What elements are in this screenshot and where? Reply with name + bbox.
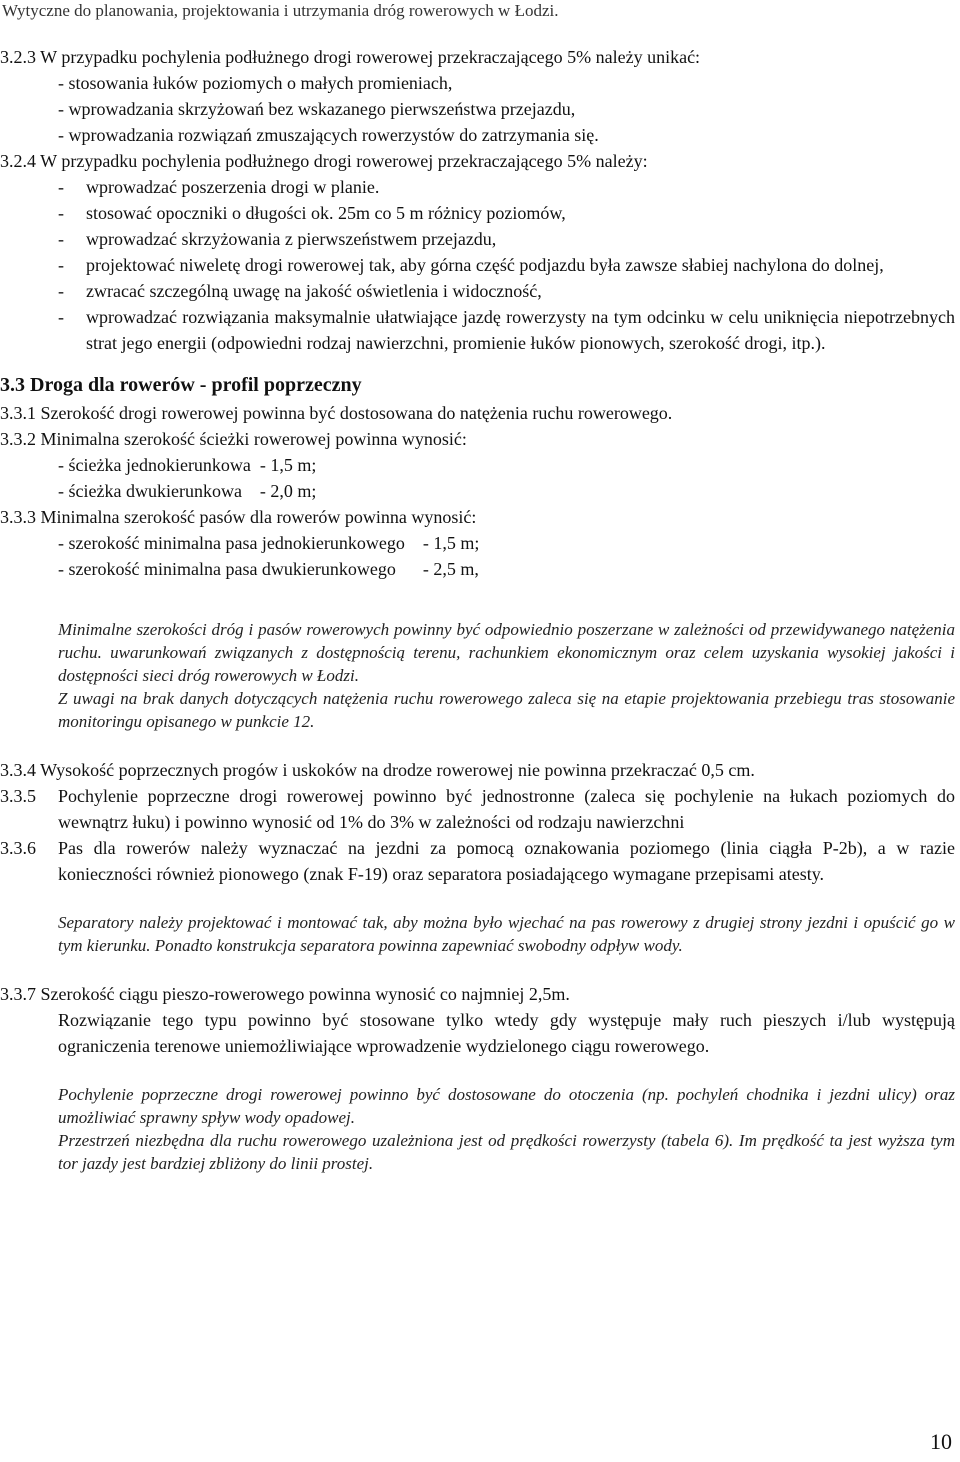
list-item-text: projektować niweletę drogi rowerowej tak, aby górna część podjazdu była zawsze słabiej nachylona do dolnej, [86, 255, 884, 275]
list-item [58, 252, 955, 278]
list-dash: - [58, 255, 64, 275]
list-item: - wprowadzania rozwiązań zmuszających rowerzystów do zatrzymania się. [58, 125, 599, 145]
list-item: - stosowania łuków poziomych o małych promieniach, [58, 73, 453, 93]
running-header: Wytyczne do planowania, projektowania i utrzymania dróg rowerowych w Łodzi. [2, 1, 559, 20]
paragraph-3-3-6 [0, 835, 955, 887]
list-item [58, 226, 955, 252]
italic-note: Minimalne szerokości dróg i pasów rowerowych powinny być odpowiednio poszerzane w zależności od przewidywanego natężenia ruchu. uwarunkowań związanych z dostępnością terenu, rachunkiem ekonomicznym oraz celem uzyskania wysokiej jakości i dostępności sieci dróg rowerowych w Łodzi. [58, 620, 955, 685]
list-dash: - [58, 203, 64, 223]
list-item: - szerokość minimalna pasa dwukierunkowego - 2,5 m, [58, 559, 479, 579]
document-body [0, 44, 955, 1175]
paragraph-3-3-4: 3.3.4 Wysokość poprzecznych progów i uskoków na drodze rowerowej nie powinna przekraczać 0,5 cm. [0, 760, 755, 780]
paragraph-text: Pas dla rowerów należy wyznaczać na jezdni za pomocą oznakowania poziomego (linia ciągła P-2b), a w razie konieczności również pionowego (znak F-19) oraz separatora posiadającego wymagane przepisami atesty. [58, 838, 955, 884]
list-item-text: wprowadzać rozwiązania maksymalnie ułatwiające jazdę rowerzysty na tym odcinku w celu uniknięcia niepotrzebnych strat jego energii (odpowiedni rodzaj nawierzchni, promienie łuków pionowych, szerokość drogi, itp.). [86, 307, 955, 353]
paragraph-number: 3.3.5 [0, 786, 36, 806]
list-item: - szerokość minimalna pasa jednokierunkowego - 1,5 m; [58, 533, 480, 553]
list-item [58, 174, 955, 200]
page-number: 10 [930, 1429, 952, 1454]
section-heading: 3.3 Droga dla rowerów - profil poprzeczny [0, 374, 362, 396]
list-item-text: wprowadzać skrzyżowania z pierwszeństwem przejazdu, [86, 229, 497, 249]
italic-note: Separatory należy projektować i montować tak, aby można było wjechać na pas rowerowy z drugiej strony jezdni i opuścić go w tym kierunku. Ponadto konstrukcja separatora powinna zapewniać swobodny odpływ wody. [58, 913, 955, 955]
list-dash: - [58, 307, 64, 327]
paragraph-text: Pochylenie poprzeczne drogi rowerowej powinno być jednostronne (zaleca się pochylenie na łukach poziomych do wewnątrz łuku) i powinno wynosić od 1% do 3% w zależności od rodzaju nawierzchni [58, 786, 955, 832]
list-item [58, 278, 955, 304]
paragraph-3-3-5 [0, 783, 955, 835]
list-item: - ścieżka jednokierunkowa - 1,5 m; [58, 455, 317, 475]
list-dash: - [58, 177, 64, 197]
italic-note: Przestrzeń niezbędna dla ruchu rowerowego uzależniona jest od prędkości rowerzysty (tabela 6). Im prędkość ta jest wyższa tym tor jazdy jest bardziej zbliżony do linii prostej. [58, 1131, 955, 1173]
paragraph-3-3-2: 3.3.2 Minimalna szerokość ścieżki rowerowej powinna wynosić: [0, 429, 467, 449]
paragraph-text: Rozwiązanie tego typu powinno być stosowane tylko wtedy gdy występuje mały ruch pieszych i/lub występują ograniczenia terenowe uniemożliwiające wprowadzenie wydzielonego ciągu rowerowego. [58, 1010, 955, 1056]
list-dash: - [58, 229, 64, 249]
italic-note: Pochylenie poprzeczne drogi rowerowej powinno być dostosowane do otoczenia (np. pochyleń chodnika i jezdni ulicy) oraz umożliwiać sprawny spływ wody opadowej. [58, 1085, 955, 1127]
paragraph-3-2-4: 3.2.4 W przypadku pochylenia podłużnego drogi rowerowej przekraczającego 5% należy: [0, 151, 648, 171]
list-item: - ścieżka dwukierunkowa - 2,0 m; [58, 481, 317, 501]
list-dash: - [58, 281, 64, 301]
list-item [58, 304, 955, 356]
list-item [58, 200, 955, 226]
list-item-text: stosować opoczniki o długości ok. 25m co 5 m różnicy poziomów, [86, 203, 566, 223]
paragraph-number: 3.3.6 [0, 838, 36, 858]
paragraph-3-3-3: 3.3.3 Minimalna szerokość pasów dla rowerów powinna wynosić: [0, 507, 477, 527]
list-item-text: zwracać szczególną uwagę na jakość oświetlenia i widoczność, [86, 281, 542, 301]
list-item: - wprowadzania skrzyżowań bez wskazanego pierwszeństwa przejazdu, [58, 99, 576, 119]
italic-note: Z uwagi na brak danych dotyczących natężenia ruchu rowerowego zaleca się na etapie projektowania przebiegu tras stosowanie monitoringu opisanego w punkcie 12. [58, 689, 955, 731]
paragraph-3-3-1: 3.3.1 Szerokość drogi rowerowej powinna być dostosowana do natężenia ruchu rowerowego. [0, 403, 673, 423]
paragraph-3-2-3: 3.2.3 W przypadku pochylenia podłużnego drogi rowerowej przekraczającego 5% należy unikać: [0, 47, 701, 67]
paragraph-3-3-7: 3.3.7 Szerokość ciągu pieszo-rowerowego powinna wynosić co najmniej 2,5m. [0, 984, 570, 1004]
list-item-text: wprowadzać poszerzenia drogi w planie. [86, 177, 380, 197]
